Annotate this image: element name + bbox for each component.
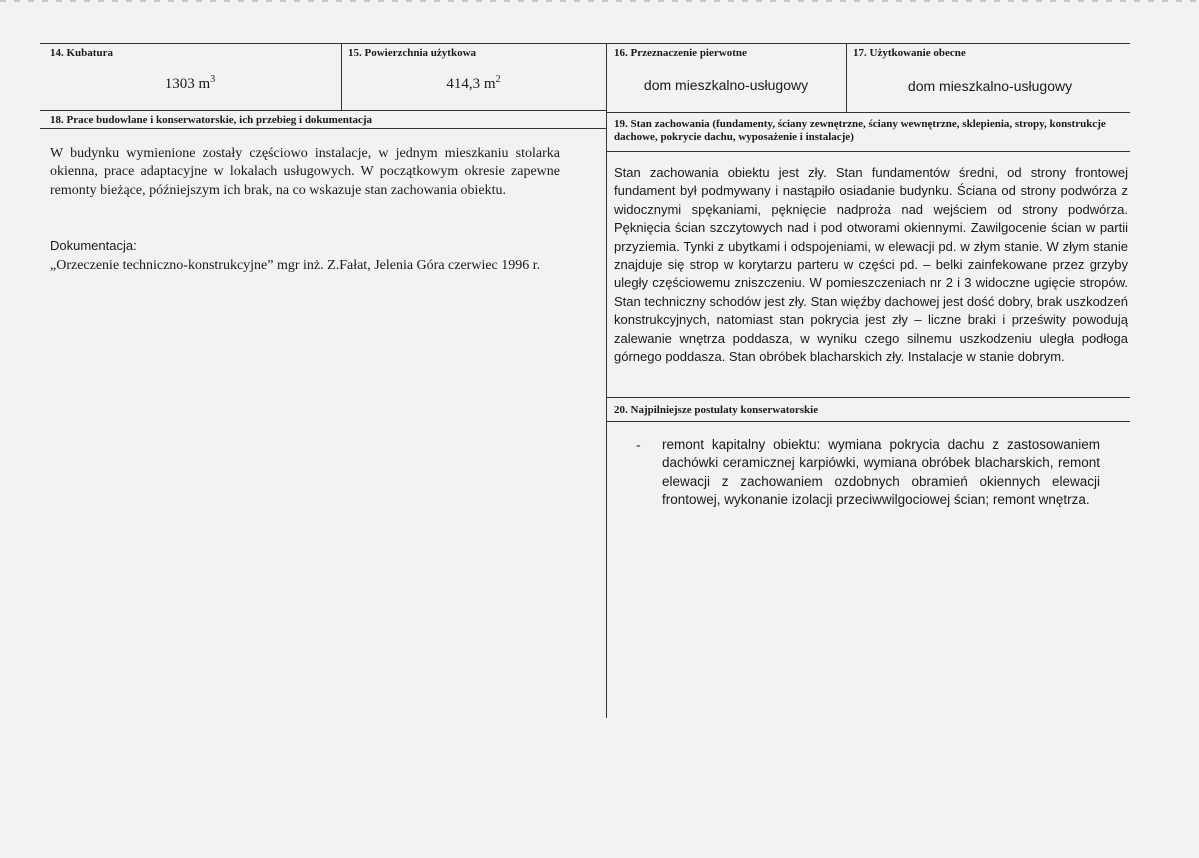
- rule-19-label: [606, 151, 1130, 152]
- top-edge-marks: [0, 0, 1199, 2]
- field-17-value: dom mieszkalno-usługowy: [907, 78, 1073, 94]
- field-14-label: 14. Kubatura: [50, 47, 113, 59]
- section-19-label: 19. Stan zachowania (fundamenty, ściany zewnętrzne, ściany wewnętrzne, sklepienia, stropy, konstrukcje dachowe, pokrycie dachu, wyposażenie i instalacje): [614, 118, 1106, 143]
- rule-20-label: [606, 421, 1130, 422]
- rule-header-bottom-right: [606, 112, 1130, 113]
- rule-top: [40, 43, 1130, 44]
- field-16-label: 16. Przeznaczenie pierwotne: [614, 47, 747, 59]
- rule-header-bottom: [40, 110, 606, 111]
- section-18-text: W budynku wymienione zostały częściowo instalacje, w jednym mieszkaniu stolarka okienna, prace adaptacyjne w lokalach usługowych. W początkowym okresie zapewne remonty bieżące, późniejszym ich brak, na co wskazuje stan zachowania obiektu.: [50, 146, 560, 198]
- powierzchnia-unit-sup: 2: [495, 74, 501, 85]
- field-14-value: [40, 74, 340, 93]
- kubatura-value: 1303 m: [164, 76, 211, 92]
- field-17-label: 17. Użytkowanie obecne: [853, 47, 966, 59]
- rule-18-label: [40, 128, 606, 129]
- powierzchnia-value: 414,3 m: [446, 76, 496, 92]
- field-15-label: 15. Powierzchnia użytkowa: [348, 47, 477, 59]
- kubatura-unit-sup: 3: [210, 74, 216, 85]
- section-18-doc-text: „Orzeczenie techniczno-konstrukcyjne” mgr inż. Z.Fałat, Jelenia Góra czerwiec 1996 r.: [50, 258, 541, 273]
- field-16-value: dom mieszkalno-usługowy: [643, 77, 809, 93]
- section-20-label: 20. Najpilniejsze postulaty konserwatorskie: [614, 404, 819, 416]
- col-divider-main: [606, 43, 607, 718]
- section-18-doc-label: Dokumentacja:: [50, 238, 137, 253]
- section-19-text: Stan zachowania obiektu jest zły. Stan fundamentów średni, od strony frontowej fundament był podmywany i nastąpiło osiadanie budynku. Ściana od strony podwórza z widocznymi spękaniami, pęknięcie nadproża nad wejściem od strony podwórza. Pęknięcia ścian szczytowych nad i pod otworami okiennymi. Zawilgocenie ścian w partii przyziemia. Tynki z ubytkami i odspojeniami, w elewacji pd. w złym stanie. W złym stanie znajduje się strop w korytarzu parteru w części pd. – belki zainfekowane przez grzyby uległy częściowemu zniszczeniu. W pomieszczeniach nr 2 i 3 widoczne ugięcie stropów. Stan techniczny schodów jest zły. Stan więźby dachowej jest dość dobry, brak uszkodzeń konstrukcyjnych, natomiast stan pokrycia jest zły – liczne braki i prześwity powodują zalewanie wnętrza poddasza, w wyniku czego silnemu uszkodzeniu uległa podłoga górnego poddasza. Stan obróbek blacharskich zły. Instalacje w stanie dobrym.: [614, 165, 1128, 365]
- col-divider-16-17: [846, 43, 847, 112]
- section-18-label: 18. Prace budowlane i konserwatorskie, ich przebieg i dokumentacja: [50, 114, 373, 126]
- section-20-bullet: -: [636, 438, 641, 453]
- rule-19-bottom: [606, 397, 1130, 398]
- field-15-value: [341, 74, 606, 93]
- section-20-text: remont kapitalny obiektu: wymiana pokrycia dachu z zastosowaniem dachówki ceramicznej karpiówki, wymiana obróbek blacharskich, remont elewacji z zachowaniem ozdobnych obramień okiennych elewacji frontowej, wykonanie izolacji przeciwwilgociowej ścian; remont wnętrza.: [662, 437, 1100, 508]
